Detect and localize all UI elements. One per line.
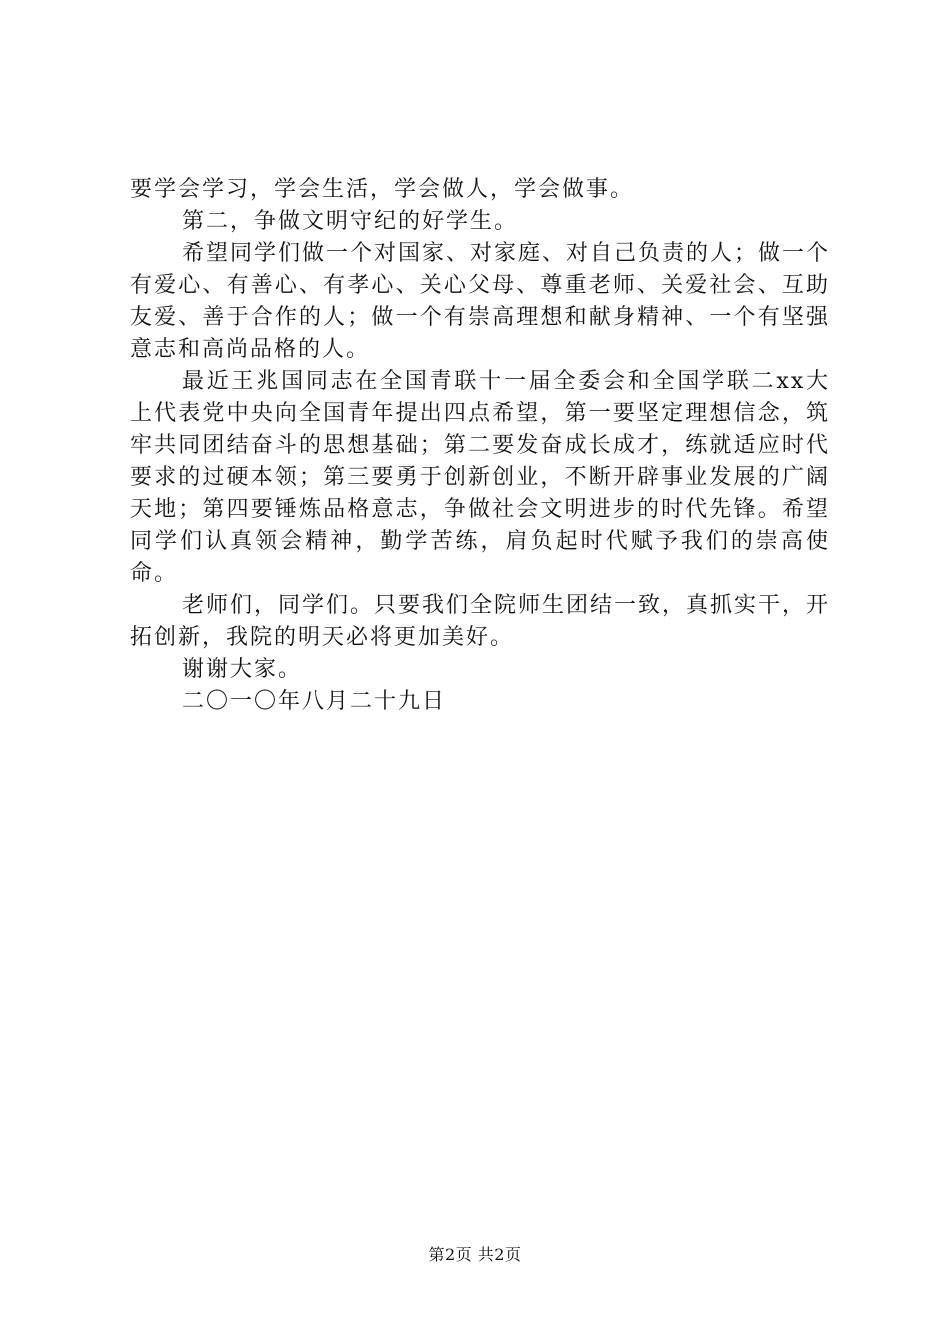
paragraph-four-hopes: 最近王兆国同志在全国青联十一届全委会和全国学联二xx大上代表党中央向全国青年提出四点希望，第一要坚定理想信念，筑牢共同团结奋斗的思想基础；第二要发奋成长成才，练就适应时代要求的过硬本领；第三要勇于创新创业，不断开辟事业发展的广阔天地；第四要锤炼品格意志，争做社会文明进步的时代先锋。希望同学们认真领会精神，勤学苦练，肩负起时代赋予我们的崇高使命。 [130,369,830,586]
paragraph-second-point: 第二，争做文明守纪的好学生。 [182,209,519,234]
paragraph-hopes: 希望同学们做一个对国家、对家庭、对自己负责的人；做一个有爱心、有善心、有孝心、关心父母、尊重老师、关爱社会、互助友爱、善于合作的人；做一个有崇高理想和献身精神、一个有坚强意志和高尚品格的人。 [130,241,831,362]
paragraph-thanks: 谢谢大家。 [182,657,303,682]
document-body [130,174,830,718]
page-number-footer: 第2页 共2页 [428,1245,522,1264]
paragraph-study: 要学会学习，学会生活，学会做人，学会做事。 [130,177,635,202]
paragraph-date: 二〇一〇年八月二十九日 [182,689,447,714]
paragraph-closing: 老师们，同学们。只要我们全院师生团结一致，真抓实干，开拓创新，我院的明天必将更加美好。 [130,593,831,650]
